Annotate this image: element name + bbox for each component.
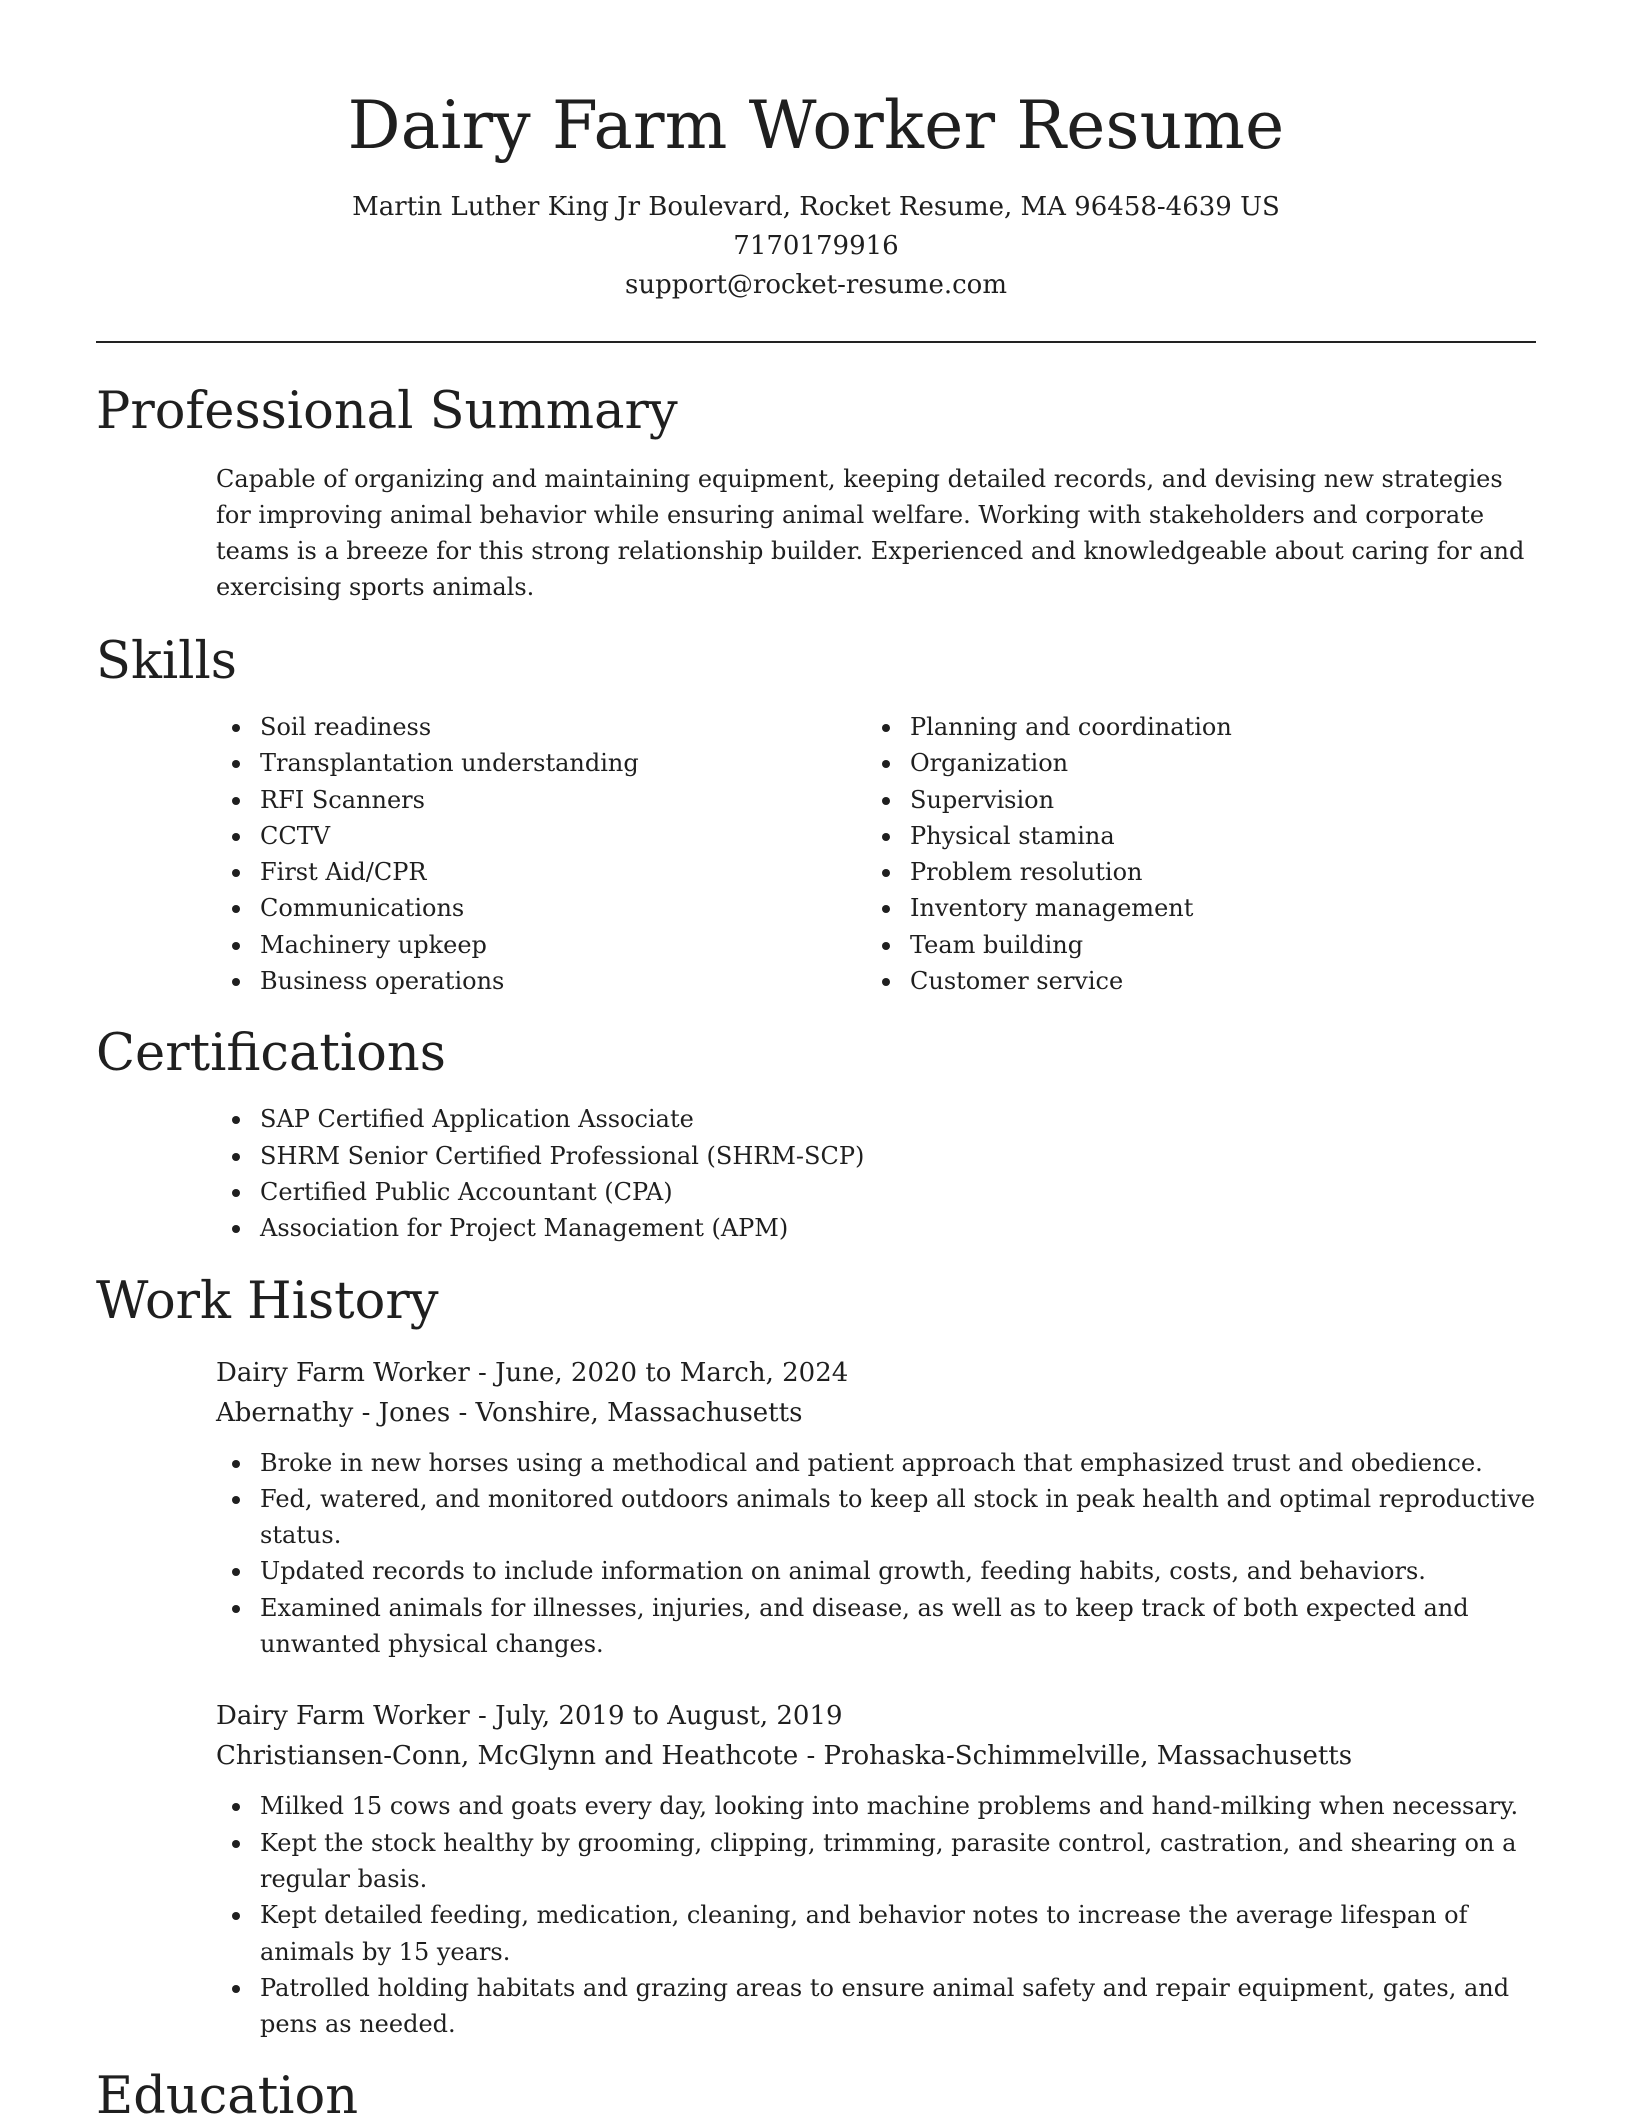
summary-section [96, 381, 1536, 605]
job-title-line [216, 1696, 1536, 1736]
skill-item: Transplantation understanding [260, 745, 866, 781]
job-duties-list [216, 1445, 1536, 1663]
work-history-section [96, 1271, 1536, 2043]
skill-item: CCTV [260, 818, 866, 854]
skill-item: Soil readiness [260, 709, 866, 745]
contact-address: Martin Luther King Jr Boulevard, Rocket Resume, MA 96458-4639 US [352, 192, 1280, 222]
contact-email: support@rocket-resume.com [624, 270, 1007, 300]
skill-item: Organization [910, 745, 1516, 781]
skill-item: Business operations [260, 963, 866, 999]
skills-list-left [216, 709, 866, 999]
skills-column-right [866, 709, 1516, 999]
summary-heading: Professional Summary [96, 382, 678, 441]
certification-item: SHRM Senior Certified Professional (SHRM-SCP) [260, 1138, 1536, 1174]
skills-column-left [216, 709, 866, 999]
job-duty-item: Patrolled holding habitats and grazing areas to ensure animal safety and repair equipment, gates, and pens as needed. [260, 1970, 1536, 2043]
certification-item: Association for Project Management (APM) [260, 1210, 1536, 1246]
certification-item: Certified Public Accountant (CPA) [260, 1174, 1536, 1210]
skill-item: Physical stamina [910, 818, 1516, 854]
job-company: Abernathy - Jones [216, 1397, 451, 1428]
education-heading: Education [96, 2067, 359, 2127]
job-dates: - July, 2019 to August, 2019 [469, 1701, 843, 1732]
job-duty-item: Examined animals for illnesses, injuries, and disease, as well as to keep track of both expected and unwanted physical changes. [260, 1590, 1536, 1663]
job-duty-item: Milked 15 cows and goats every day, looking into machine problems and hand-milking when necessary. [260, 1788, 1536, 1824]
summary-text: Capable of organizing and maintaining equipment, keeping detailed records, and devising new strategies for improving animal behavior while ensuring animal welfare. Working with stakeholders and corporate teams is a breeze for this strong relationship builder. Experienced and knowledgeable about caring for and exercising sports animals. [216, 465, 1525, 601]
skill-item: Planning and coordination [910, 709, 1516, 745]
skill-item: Communications [260, 890, 866, 926]
certifications-section [96, 1023, 1536, 1246]
skills-list-right [866, 709, 1516, 999]
skill-item: Team building [910, 927, 1516, 963]
job-duty-item: Updated records to include information on animal growth, feeding habits, costs, and behaviors. [260, 1553, 1536, 1589]
skill-item: Inventory management [910, 890, 1516, 926]
contact-info [96, 188, 1536, 305]
job-location: - Vonshire, Massachusetts [450, 1397, 803, 1428]
job-company: Christiansen-Conn, McGlynn and Heathcote [216, 1741, 799, 1772]
skill-item: Problem resolution [910, 854, 1516, 890]
education-section [96, 2066, 1536, 2128]
certifications-list-wrapper [216, 1101, 1536, 1246]
skill-item: Supervision [910, 782, 1516, 818]
skills-heading: Skills [96, 632, 237, 691]
job-title: Dairy Farm Worker [216, 1701, 470, 1732]
job-company-line [216, 1736, 1536, 1776]
skill-item: RFI Scanners [260, 782, 866, 818]
skill-item: Customer service [910, 963, 1516, 999]
job-location: - Prohaska-Schimmelville, Massachusetts [798, 1741, 1353, 1772]
certifications-heading: Certifications [96, 1024, 446, 1084]
job-duty-item: Broke in new horses using a methodical and patient approach that emphasized trust and obedience. [260, 1445, 1536, 1481]
skills-section [96, 631, 1536, 999]
resume-page [96, 0, 1536, 2128]
skill-item: First Aid/CPR [260, 854, 866, 890]
skill-item: Machinery upkeep [260, 927, 866, 963]
job-entry [216, 1353, 1536, 1663]
header-divider [96, 341, 1536, 343]
certification-item: SAP Certified Application Associate [260, 1101, 1536, 1137]
job-company-line [216, 1393, 1536, 1433]
contact-phone: 7170179916 [733, 231, 899, 261]
job-title: Dairy Farm Worker [216, 1357, 470, 1388]
resume-title: Dairy Farm Worker Resume [347, 87, 1285, 164]
job-duties-list [216, 1788, 1536, 2042]
job-title-line [216, 1353, 1536, 1393]
work-history-heading: Work History [96, 1271, 439, 1331]
job-entry [216, 1696, 1536, 2042]
resume-header [96, 0, 1536, 305]
skills-columns [216, 709, 1536, 999]
job-duty-item: Kept the stock healthy by grooming, clipping, trimming, parasite control, castration, and shearing on a regular basis. [260, 1825, 1536, 1898]
job-duty-item: Fed, watered, and monitored outdoors animals to keep all stock in peak health and optimal reproductive status. [260, 1481, 1536, 1554]
job-duty-item: Kept detailed feeding, medication, cleaning, and behavior notes to increase the average lifespan of animals by 15 years. [260, 1897, 1536, 1970]
certifications-list [216, 1101, 1536, 1246]
job-dates: - June, 2020 to March, 2024 [469, 1357, 849, 1388]
